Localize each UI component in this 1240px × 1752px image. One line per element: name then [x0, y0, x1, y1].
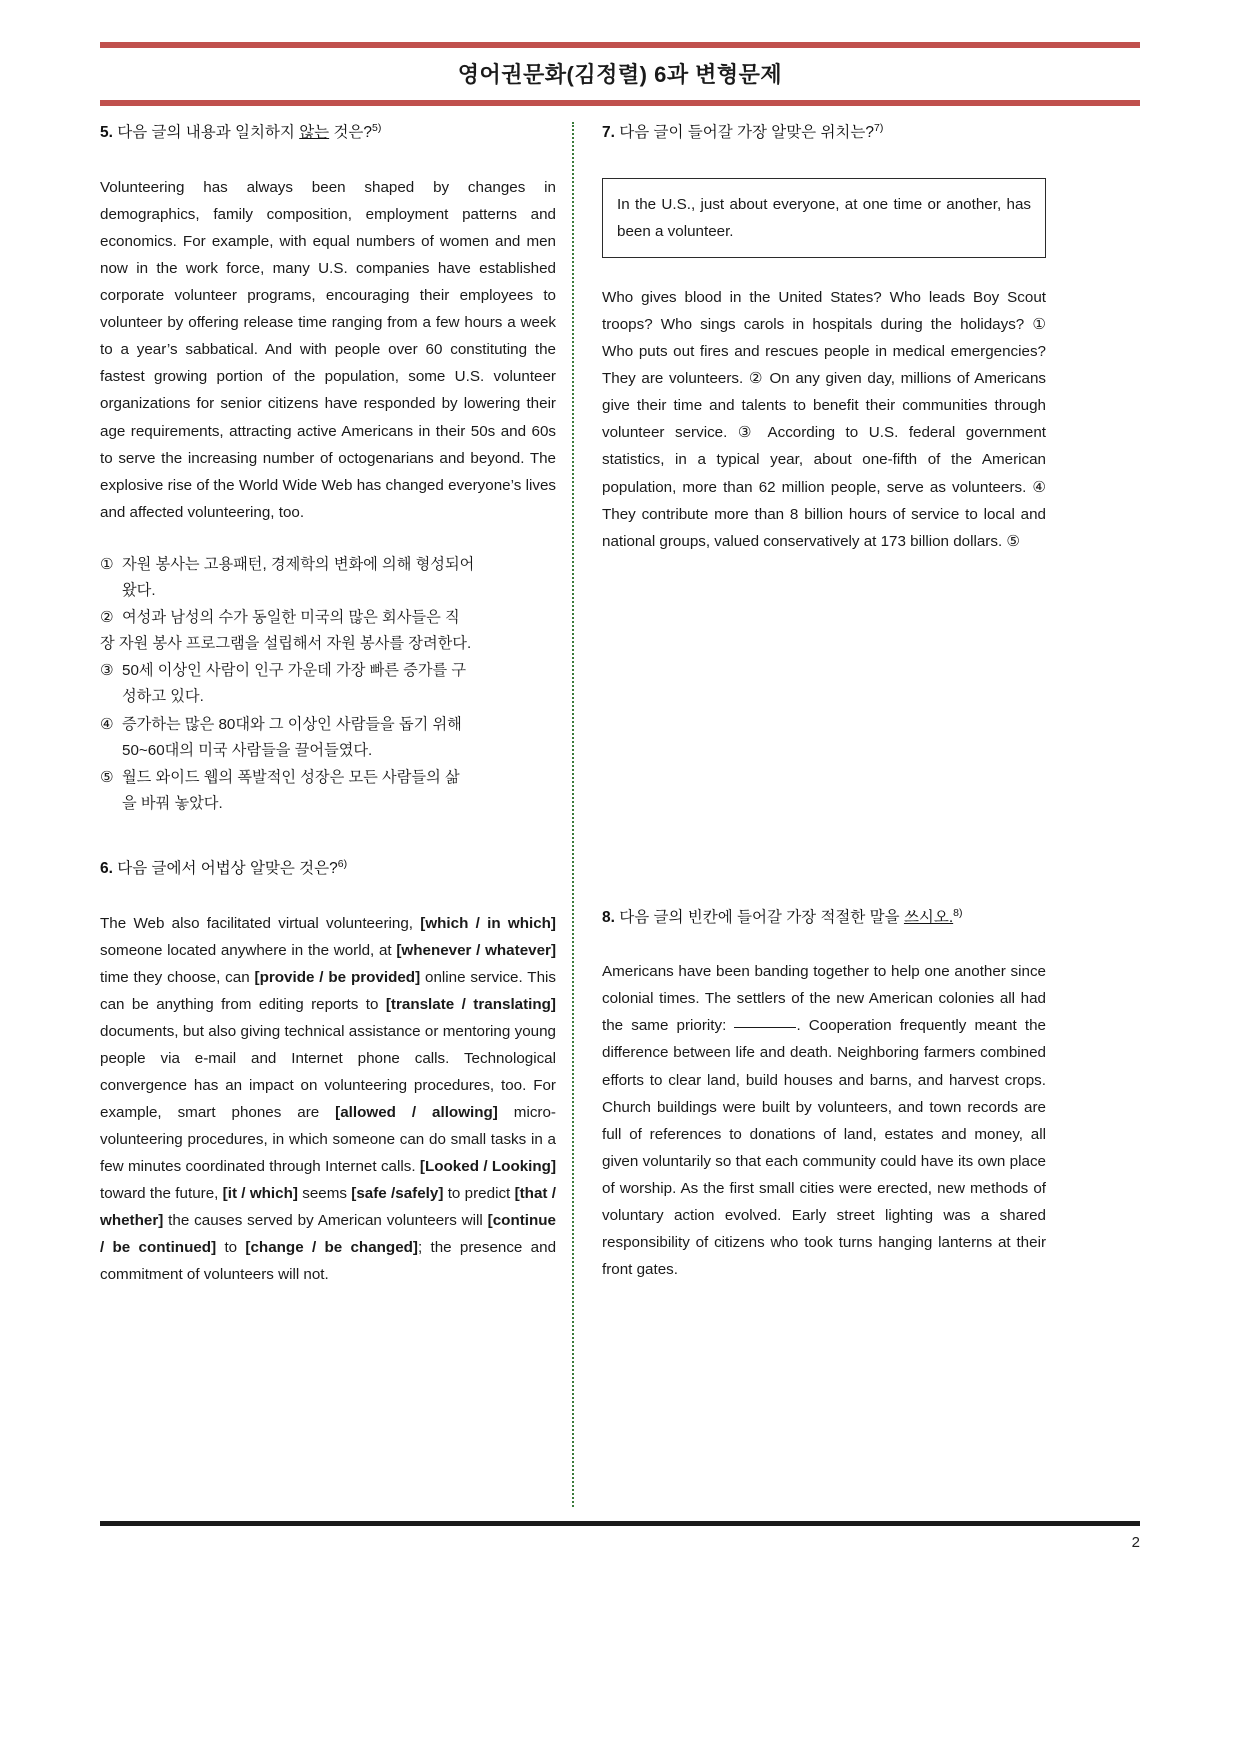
- question-6-heading: [100, 858, 556, 880]
- choice-line-1: 자원 봉사는 고용패턴, 경제학의 변화에 의해 형성되어: [122, 555, 475, 573]
- choice-text: [100, 605, 556, 657]
- choice-item[interactable]: [100, 552, 556, 604]
- right-column: [576, 122, 1046, 1507]
- choice-text: [122, 552, 556, 604]
- choice-text: [122, 712, 556, 764]
- choice-marker: ④: [100, 715, 114, 733]
- question-7-passage: Who gives blood in the United States? Who leads Boy Scout troops? Who sings carols in hospitals during the holidays? ① Who puts out fires and rescues people in medical emergencies? They are volunteers. ② On any given day, millions of Americans give their time and talents to benefit their communities through volunteer service. ③ According to U.S. federal government statistics, in a typical year, about one-fifth of the American population, more than 62 million people, serve as volunteers. ④ They contribute more than 8 billion hours of service to local and national groups, valued conservatively at 173 billion dollars. ⑤: [602, 289, 1046, 550]
- page-number: 2: [1131, 1534, 1140, 1552]
- choice-line-1: 50세 이상인 사람이 인구 가운데 가장 빠른 증가를 구: [122, 662, 467, 680]
- section-spacer: [602, 555, 1046, 907]
- question-5-footnote: 5): [372, 122, 382, 135]
- choice-marker: ⑤: [100, 768, 114, 786]
- question-6-passage: The Web also facilitated virtual volunteering, [which / in which] someone located anywhere in the world, at [whenever / whatever] time they choose, can [provide / be provided] online service. This can be anything from editing reports to [translate / translating] documents, but also giving technical assistance or mentoring young people via e-mail and Internet phone calls. Technological convergence has an impact on volunteering procedures, too. For example, smart phones are [allowed / allowing] micro-volunteering procedures, in which someone can do small tasks in a few minutes coordinated through Internet calls. [Looked / Looking] toward the future, [it / which] seems [safe /safely] to predict [that / whether] the causes served by American volunteers will [continue / be continued] to [change / be changed]; the presence and commitment of volunteers will not.: [100, 914, 557, 1284]
- section-spacer: [100, 818, 556, 858]
- choice-line-2: 장 자원 봉사 프로그램을 설립해서 자원 봉사를 장려한다.: [100, 635, 472, 653]
- header-rule-bottom: [100, 100, 1140, 106]
- question-5-prompt-after: 것은?: [329, 124, 373, 142]
- question-8-passage-part-1: Americans have been banding together to help one another since colonial times. The settlers of the new American colonies all had the same priority:: [602, 963, 1046, 1035]
- choice-item[interactable]: [100, 605, 556, 657]
- question-7-insert-sentence-box: [602, 178, 1046, 258]
- question-5-prompt-before: 다음 글의 내용과 일치하지: [112, 124, 300, 142]
- question-8-passage-part-2: . Cooperation frequently meant the difference between life and death. Neighboring farmers combined efforts to clear land, build houses and barns, and harvest crops. Church buildings were built by volunteers, and town records are full of references to donations of land, estates and money, all given voluntarily so that each community could have its own place of worship. As the first small cities were erected, new methods of voluntary action evolved. Early street lighting was a shared responsibility of citizens who took turns hanging lanterns at their front gates.: [602, 1017, 1046, 1278]
- question-5-choices: [100, 552, 556, 817]
- choice-line-1: 여성과 남성의 수가 동일한 미국의 많은 회사들은 직: [122, 608, 460, 626]
- answer-blank[interactable]: [734, 1027, 796, 1028]
- question-8-passage: [602, 958, 1046, 1283]
- question-5-heading: [100, 122, 556, 144]
- question-8-heading: [602, 907, 1046, 929]
- question-5-prompt-underlined: 않는: [299, 124, 330, 142]
- question-8-prompt-before: 다음 글의 빈칸에 들어갈 가장 적절한 말을: [614, 908, 904, 926]
- choice-item[interactable]: [100, 765, 556, 817]
- column-divider: [572, 122, 574, 1507]
- question-8-prompt-underlined: 쓰시오.: [903, 908, 954, 926]
- question-6-number: 6.: [100, 860, 113, 878]
- choice-marker: ①: [100, 555, 114, 573]
- left-column: [100, 122, 570, 1507]
- question-5-number: 5.: [100, 124, 113, 142]
- question-6-footnote: 6): [337, 857, 348, 870]
- question-7-footnote: 7): [874, 122, 884, 135]
- question-7-number: 7.: [602, 124, 615, 142]
- question-8-footnote: 8): [953, 906, 963, 919]
- question-7-prompt: 다음 글이 들어갈 가장 알맞은 위치는?: [614, 124, 874, 142]
- two-column-body: [100, 122, 1140, 1507]
- insert-sentence-text: In the U.S., just about everyone, at one time or another, has been a volunteer.: [617, 196, 1031, 241]
- choice-line-2: 성하고 있다.: [122, 688, 204, 706]
- choice-text: [122, 765, 556, 817]
- choice-marker: ③: [100, 662, 114, 680]
- choice-text: [122, 658, 556, 710]
- question-5-passage: Volunteering has always been shaped by changes in demographics, family composition, employment patterns and economics. For example, with equal numbers of women and men now in the work force, many U.S. companies have established corporate volunteer programs, encouraging their employees to volunteer by offering release time ranging from a few hours a week to a year’s sabbatical. And with people over 60 constituting the fastest growing portion of the population, some U.S. volunteer organizations for senior citizens have responded by lowering their age requirements, attracting active Americans in their 50s and 60s to serve the increasing number of octogenarians and beyond. The explosive rise of the World Wide Web has changed everyone’s lives and affected volunteering, too.: [100, 179, 556, 521]
- choice-marker: ②: [100, 608, 114, 626]
- choice-item[interactable]: [100, 658, 556, 710]
- question-7-heading: [602, 122, 1046, 144]
- page-title: 영어권문화(김정렬) 6과 변형문제: [457, 62, 783, 87]
- choice-line-1: 증가하는 많은 80대와 그 이상인 사람들을 돕기 위해: [122, 715, 462, 733]
- choice-line-1: 월드 와이드 웹의 폭발적인 성장은 모든 사람들의 삶: [122, 768, 460, 786]
- question-8-number: 8.: [602, 908, 615, 926]
- choice-line-2: 왔다.: [122, 581, 156, 599]
- question-6-prompt: 다음 글에서 어법상 알맞은 것은?: [112, 860, 338, 878]
- choice-line-2: 을 바꿔 놓았다.: [122, 794, 223, 812]
- choice-item[interactable]: [100, 712, 556, 764]
- choice-line-2: 50~60대의 미국 사람들을 끌어들였다.: [122, 741, 373, 759]
